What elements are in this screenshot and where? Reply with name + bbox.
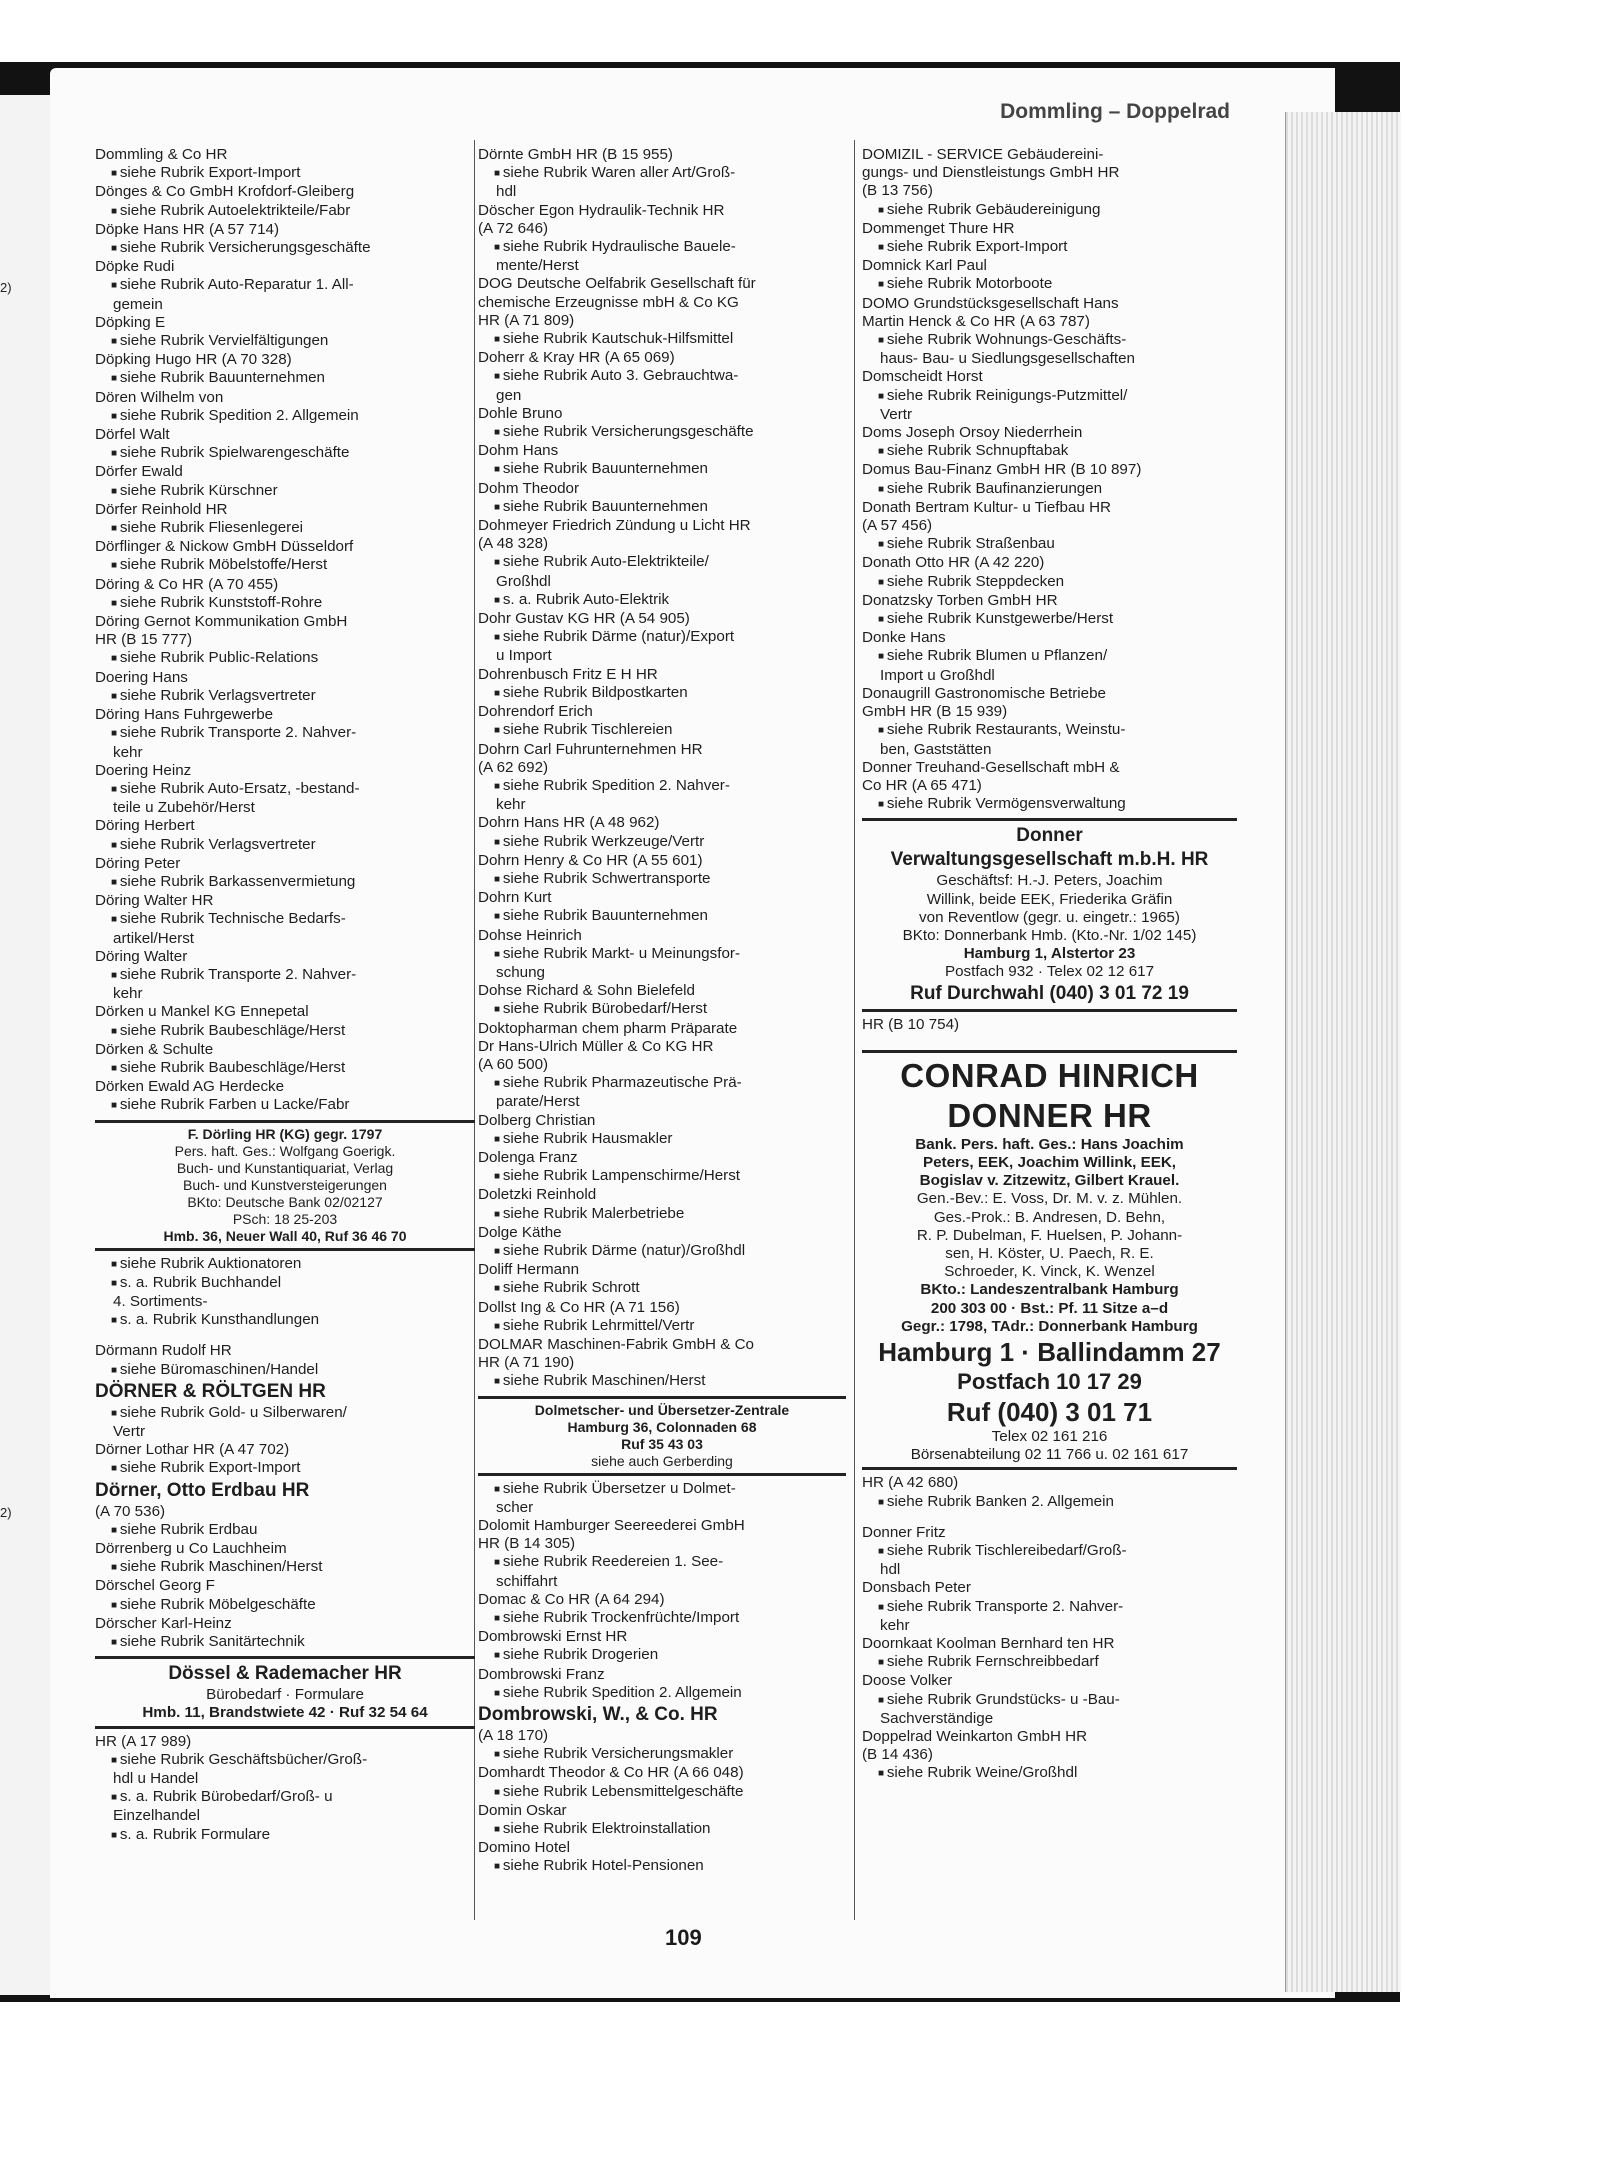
rubric-reference: ■ siehe Rubrik Reinigungs-Putzmittel/ Vertr [862, 387, 1237, 424]
rubric-reference: ■ siehe Rubrik Elektroinstallation [478, 1820, 846, 1839]
column-3 [862, 146, 1237, 1784]
rubric-reference: ■ siehe Rubrik Auktionatoren [95, 1255, 475, 1274]
rubric-reference: ■ siehe Rubrik Versicherungsmakler [478, 1745, 846, 1764]
listing-name: Dombrowski Ernst HR [478, 1628, 628, 1646]
ad-line: PSch: 18 25-203 [232, 1210, 338, 1227]
listing-name: Döring Walter [95, 947, 188, 965]
listing-name: Dohrendorf Erich [478, 703, 593, 721]
listing-name: Donatzsky Torben GmbH HR [862, 591, 1058, 609]
margin-mark: 2) [0, 280, 12, 295]
rubric-reference: ■ siehe Rubrik Übersetzer u Dolmet- scher [478, 1480, 846, 1517]
listing-name: Döpke Hans HR (A 57 714) [95, 220, 280, 238]
column-divider [854, 140, 855, 1920]
ad-line: Gen.-Bev.: E. Voss, Dr. M. v. z. Mühlen. [916, 1190, 1183, 1208]
rubric-reference: ■ siehe Rubrik Reedereien 1. See- schiffahrt [478, 1553, 846, 1590]
rubric-reference: ■ siehe Rubrik Drogerien [478, 1646, 846, 1665]
ad-line: Verwaltungsgesellschaft m.b.H. HR [890, 849, 1209, 871]
rubric-reference: ■ siehe Rubrik Pharmazeutische Prä- parate/Herst [478, 1074, 846, 1111]
ad-line: BKto: Donnerbank Hmb. (Kto.-Nr. 1/02 145) [902, 926, 1197, 944]
spacer [862, 1512, 1237, 1524]
rubric-reference: ■ siehe Rubrik Fliesenlegerei [95, 519, 475, 538]
listing-name: Döring Peter [95, 854, 181, 872]
listing-name: Doering Hans [95, 668, 188, 686]
listing-name: Doornkaat Koolman Bernhard ten HR [862, 1635, 1115, 1652]
page-header: Dommling – Doppelrad [1000, 100, 1230, 123]
rubric-reference: ■ siehe Rubrik Blumen u Pflanzen/ Import u Großhdl [862, 647, 1237, 684]
rubric-reference: ■ siehe Rubrik Auto-Ersatz, -bestand- teile u Zubehör/Herst [95, 780, 475, 817]
listing-name: Doktopharman chem pharm Präparate Dr Hans-Ulrich Müller & Co KG HR (A 60 500) [478, 1019, 738, 1073]
listing-name: Döring Gernot Kommunikation GmbH HR (B 15 777) [95, 613, 348, 649]
listing-name: Döpking E [95, 313, 166, 331]
rubric-reference: ■ siehe Rubrik Trockenfrüchte/Import [478, 1609, 846, 1628]
ad-line: 200 303 00 · Bst.: Pf. 11 Sitze a–d [930, 1299, 1169, 1317]
ad-line: Bogislav v. Zitzewitz, Gilbert Krauel. [919, 1172, 1180, 1190]
rubric-reference: ■ siehe Rubrik Kunststoff-Rohre [95, 594, 475, 613]
listing-name: (A 70 536) [95, 1502, 166, 1520]
listing-name: Domin Oskar [478, 1801, 567, 1819]
ad-line: BKto: Deutsche Bank 02/02127 [187, 1193, 383, 1210]
listing-name: Dohrenbusch Fritz E H HR [478, 665, 658, 683]
listing-name: Domnick Karl Paul [862, 257, 987, 275]
listing-name: Dohrn Hans HR (A 48 962) [478, 814, 660, 832]
listing-name: Dohrn Kurt [478, 889, 552, 907]
column-1 [95, 146, 475, 1845]
rubric-reference: ■ siehe Rubrik Kautschuk-Hilfsmittel [478, 330, 846, 349]
rubric-reference: ■ siehe Rubrik Verlagsvertreter [95, 836, 475, 855]
rubric-reference: ■ siehe Rubrik Auto 3. Gebrauchtwa- gen [478, 367, 846, 404]
listing-name: Dörfel Walt [95, 426, 170, 444]
listing-name: Dörschel Georg F [95, 1577, 215, 1595]
listing-name: Doering Heinz [95, 761, 192, 779]
listing-name: DOG Deutsche Oelfabrik Gesellschaft für chemische Erzeugnisse mbH & Co KG HR (A 71 809) [478, 275, 756, 329]
rubric-reference: ■ siehe Rubrik Baufinanzierungen [862, 480, 1237, 499]
listing-name: Donke Hans [862, 629, 946, 647]
rubric-reference: ■ s. a. Rubrik Bürobedarf/Groß- u Einzelhandel [95, 1788, 475, 1825]
listing-name: Dolomit Hamburger Seereederei GmbH HR (B 14 305) [478, 1517, 745, 1553]
rubric-reference: ■ siehe Rubrik Vervielfältigungen [95, 332, 475, 351]
listing-name: Donaugrill Gastronomische Betriebe GmbH HR (B 15 939) [862, 684, 1106, 721]
rubric-reference: ■ siehe Rubrik Vermögensverwaltung [862, 795, 1237, 814]
listing-name: Doletzki Reinhold [478, 1186, 597, 1204]
listing-name: Dörscher Karl-Heinz [95, 1614, 232, 1632]
ad-line: R. P. Dubelman, F. Huelsen, P. Johann- [916, 1226, 1183, 1244]
ad-line: Dössel & Rademacher HR [168, 1663, 402, 1685]
listing-name: Donner Treuhand-Gesellschaft mbH & Co HR (A 65 471) [862, 758, 1120, 794]
listing-name: Domino Hotel [478, 1839, 571, 1857]
ad-line: Hamburg 36, Colonnaden 68 [567, 1418, 757, 1435]
rubric-reference: ■ s. a. Rubrik Buchhandel 4. Sortiments- [95, 1274, 475, 1311]
listing-name: Donath Bertram Kultur- u Tiefbau HR (A 57 456) [862, 498, 1112, 535]
rubric-reference: ■ siehe Rubrik Auto-Reparatur 1. All- gemein [95, 276, 475, 313]
listing-name: Dörnte GmbH HR (B 15 955) [478, 146, 673, 163]
listing-name: (A 18 170) [478, 1727, 549, 1745]
rubric-reference: ■ siehe Rubrik Gold- u Silberwaren/ Vertr [95, 1404, 475, 1441]
listing-name: Doliff Hermann [478, 1261, 580, 1279]
ad-line: Hamburg 1, Alstertor 23 [963, 945, 1136, 963]
listing-name: Dohle Bruno [478, 404, 563, 422]
listing-name: Döscher Egon Hydraulik-Technik HR (A 72 646) [478, 201, 725, 237]
rubric-reference: ■ siehe Rubrik Malerbetriebe [478, 1205, 846, 1224]
rubric-reference: ■ siehe Rubrik Auto-Elektrikteile/ Großhdl [478, 553, 846, 590]
listing-name: Dohrn Henry & Co HR (A 55 601) [478, 851, 703, 869]
rubric-reference: ■ siehe Rubrik Möbelstoffe/Herst [95, 556, 475, 575]
ad-line: Postfach 10 17 29 [957, 1368, 1142, 1394]
listing-name: Dörner Lothar HR (A 47 702) [95, 1441, 290, 1459]
listing-name: Doms Joseph Orsoy Niederrhein [862, 424, 1083, 442]
listing-name: Dohr Gustav KG HR (A 54 905) [478, 610, 690, 628]
rubric-reference: ■ siehe Rubrik Waren aller Art/Groß- hdl [478, 164, 846, 201]
rubric-reference: ■ siehe Rubrik Lebensmittelgeschäfte [478, 1783, 846, 1802]
rubric-reference: ■ siehe Rubrik Restaurants, Weinstu- ben, Gaststätten [862, 721, 1237, 758]
margin-mark: 2) [0, 1505, 12, 1520]
book-page-edges [1285, 112, 1401, 1992]
rubric-reference: ■ siehe Rubrik Gebäudereinigung [862, 201, 1237, 220]
rubric-reference: ■ siehe Rubrik Erdbau [95, 1521, 475, 1540]
spacer [862, 1034, 1237, 1046]
rubric-reference: ■ siehe Rubrik Hausmakler [478, 1130, 846, 1149]
rubric-reference: ■ siehe Rubrik Technische Bedarfs- artikel/Herst [95, 910, 475, 947]
rubric-reference: ■ siehe Büromaschinen/Handel [95, 1361, 475, 1380]
rubric-reference: ■ siehe Rubrik Versicherungsgeschäfte [478, 423, 846, 442]
ad-line: Postfach 932 · Telex 02 12 617 [944, 963, 1155, 981]
listing-name: Döpke Rudi [95, 258, 175, 276]
ad-line: CONRAD HINRICH [900, 1056, 1199, 1094]
listing-name: Domac & Co HR (A 64 294) [478, 1590, 665, 1608]
column-2 [478, 146, 846, 1877]
spacer [95, 1330, 475, 1342]
rubric-reference: ■ siehe Rubrik Bildpostkarten [478, 684, 846, 703]
listing-name: Dörfer Reinhold HR [95, 500, 228, 518]
listing-name: Dolge Käthe [478, 1223, 562, 1241]
advertisement-box [862, 818, 1237, 1011]
rubric-reference: ■ siehe Rubrik Baubeschläge/Herst [95, 1059, 475, 1078]
listing-name: Dohm Theodor [478, 479, 580, 497]
rubric-reference: ■ siehe Rubrik Hotel-Pensionen [478, 1857, 846, 1876]
listing-name-bold: Dombrowski, W., & Co. HR [478, 1704, 718, 1726]
ad-line: Willink, beide EEK, Friederika Gräfin [926, 890, 1173, 908]
ad-line: Hamburg 1 · Ballindamm 27 [878, 1336, 1221, 1367]
listing-name-bold: DÖRNER & RÖLTGEN HR [95, 1380, 326, 1402]
listing-name: DOMIZIL - SERVICE Gebäudereini- gungs- und Dienstleistungs GmbH HR (B 13 756) [862, 146, 1120, 200]
ad-line: sen, H. Köster, U. Paech, R. E. [945, 1244, 1154, 1262]
listing-name: Doherr & Kray HR (A 65 069) [478, 349, 675, 367]
listing-name: Dommenget Thure HR [862, 219, 1015, 237]
listing-name: Döring Hans Fuhrgewerbe [95, 706, 274, 724]
ad-line: F. Dörling HR (KG) gegr. 1797 [187, 1125, 383, 1142]
rubric-reference: ■ siehe Rubrik Weine/Großhdl [862, 1764, 1237, 1783]
rubric-reference: ■ siehe Rubrik Geschäftsbücher/Groß- hdl u Handel [95, 1751, 475, 1788]
rubric-reference: ■ siehe Rubrik Maschinen/Herst [95, 1558, 475, 1577]
ad-line: Ruf 35 43 03 [621, 1435, 703, 1452]
rubric-reference: ■ siehe Rubrik Schwertransporte [478, 870, 846, 889]
ad-line: Hmb. 11, Brandstwiete 42 · Ruf 32 54 64 [142, 1704, 428, 1722]
ad-line: Bank. Pers. haft. Ges.: Hans Joachim [915, 1135, 1184, 1153]
listing-name: HR (B 10 754) [862, 1015, 960, 1033]
ad-line: Ruf (040) 3 01 71 [946, 1396, 1153, 1427]
listing-name: Dönges & Co GmbH Krofdorf-Gleiberg [95, 183, 355, 201]
rubric-reference: ■ siehe Rubrik Barkassenvermietung [95, 873, 475, 892]
rubric-reference: ■ siehe Rubrik Kürschner [95, 482, 475, 501]
listing-name: HR (A 17 989) [95, 1732, 192, 1750]
rubric-reference: ■ siehe Rubrik Markt- u Meinungsfor- schung [478, 945, 846, 982]
listing-name: Dohmeyer Friedrich Zündung u Licht HR (A 48 328) [478, 517, 751, 553]
listing-name: DOMO Grundstücksgesellschaft Hans Martin Henck & Co HR (A 63 787) [862, 294, 1119, 330]
listing-name: Dörrenberg u Co Lauchheim [95, 1540, 287, 1557]
rubric-reference: ■ siehe Rubrik Maschinen/Herst [478, 1372, 846, 1391]
rubric-reference: ■ siehe Rubrik Spedition 2. Allgemein [95, 407, 475, 426]
rubric-reference: ■ siehe Rubrik Schnupftabak [862, 442, 1237, 461]
rubric-reference: ■ siehe Rubrik Tischlereien [478, 721, 846, 740]
rubric-reference: ■ siehe Rubrik Bürobedarf/Herst [478, 1000, 846, 1019]
ad-line: BKto.: Landeszentralbank Hamburg [920, 1281, 1179, 1299]
ad-line: Geschäftsf: H.-J. Peters, Joachim [936, 872, 1163, 890]
listing-name: Dörken & Schulte [95, 1040, 214, 1058]
rubric-reference: ■ siehe Rubrik Kunstgewerbe/Herst [862, 610, 1237, 629]
rubric-reference: ■ siehe Rubrik Transporte 2. Nahver- kehr [95, 966, 475, 1003]
rubric-reference: ■ siehe Rubrik Werkzeuge/Vertr [478, 833, 846, 852]
ad-line: Gegr.: 1798, TAdr.: Donnerbank Hamburg [901, 1317, 1198, 1335]
listing-name: Domhardt Theodor & Co HR (A 66 048) [478, 1764, 744, 1782]
rubric-reference: ■ siehe Rubrik Motorboote [862, 275, 1237, 294]
rubric-reference: ■ siehe Rubrik Steppdecken [862, 573, 1237, 592]
rubric-reference: ■ siehe Rubrik Grundstücks- u -Bau- Sachverständige [862, 1691, 1237, 1728]
rubric-reference: ■ siehe Rubrik Bauunternehmen [478, 907, 846, 926]
rubric-reference: ■ s. a. Rubrik Formulare [95, 1826, 475, 1845]
ad-line: Schroeder, K. Vinck, K. Wenzel [944, 1263, 1155, 1281]
listing-name: Dollst Ing & Co HR (A 71 156) [478, 1298, 680, 1316]
listing-name: Dohse Heinrich [478, 926, 582, 944]
ad-line: Hmb. 36, Neuer Wall 40, Ruf 36 46 70 [163, 1227, 407, 1244]
listing-name: DOLMAR Maschinen-Fabrik GmbH & Co HR (A 71 190) [478, 1336, 754, 1372]
ad-line: Telex 02 161 216 [991, 1427, 1108, 1445]
listing-name: Dören Wilhelm von [95, 388, 224, 406]
rubric-reference: ■ siehe Rubrik Baubeschläge/Herst [95, 1022, 475, 1041]
listing-name: Dörken Ewald AG Herdecke [95, 1078, 285, 1096]
rubric-reference: ■ siehe Rubrik Export-Import [862, 238, 1237, 257]
ad-line: Buch- und Kunstantiquariat, Verlag [176, 1159, 394, 1176]
rubric-reference: ■ siehe Rubrik Bauunternehmen [95, 369, 475, 388]
listing-name: Dohm Hans [478, 442, 559, 460]
rubric-reference: ■ siehe Rubrik Spielwarengeschäfte [95, 444, 475, 463]
rubric-reference: ■ siehe Rubrik Lampenschirme/Herst [478, 1167, 846, 1186]
ad-line: Ges.-Prok.: B. Andresen, D. Behn, [933, 1208, 1166, 1226]
rubric-reference: ■ siehe Rubrik Fernschreibbedarf [862, 1653, 1237, 1672]
ad-line: Peters, EEK, Joachim Willink, EEK, [922, 1153, 1177, 1171]
listing-name: Domus Bau-Finanz GmbH HR (B 10 897) [862, 461, 1142, 479]
rubric-reference: ■ siehe Rubrik Versicherungsgeschäfte [95, 239, 475, 258]
listing-name: Dombrowski Franz [478, 1665, 605, 1683]
listing-name: Döpking Hugo HR (A 70 328) [95, 351, 292, 369]
listing-name: Doose Volker [862, 1672, 953, 1690]
listing-name: Dolenga Franz [478, 1148, 578, 1166]
listing-name: Doppelrad Weinkarton GmbH HR (B 14 436) [862, 1728, 1088, 1764]
listing-name: Donner Fritz [862, 1523, 946, 1541]
rubric-reference: ■ siehe Rubrik Verlagsvertreter [95, 687, 475, 706]
rubric-reference: ■ siehe Rubrik Därme (natur)/Export u Import [478, 628, 846, 665]
advertisement-box [862, 1050, 1237, 1471]
rubric-reference: ■ siehe Rubrik Möbelgeschäfte [95, 1596, 475, 1615]
listing-name: Döring & Co HR (A 70 455) [95, 575, 279, 593]
listing-name: HR (A 42 680) [862, 1474, 959, 1492]
rubric-reference: ■ siehe Rubrik Spedition 2. Allgemein [478, 1684, 846, 1703]
rubric-reference: ■ siehe Rubrik Lehrmittel/Vertr [478, 1317, 846, 1336]
advertisement-box [95, 1656, 475, 1728]
rubric-reference: ■ siehe Rubrik Sanitärtechnik [95, 1633, 475, 1652]
rubric-reference: ■ siehe Rubrik Public-Relations [95, 649, 475, 668]
listing-name: Dörflinger & Nickow GmbH Düsseldorf [95, 538, 354, 556]
previous-page-edge [0, 95, 57, 1995]
listing-name: Donath Otto HR (A 42 220) [862, 554, 1045, 572]
ad-line: Dolmetscher- und Übersetzer-Zentrale [534, 1401, 790, 1418]
listing-name: Dohrn Carl Fuhrunternehmen HR (A 62 692) [478, 740, 703, 776]
listing-name: Dörken u Mankel KG Ennepetal [95, 1003, 309, 1021]
rubric-reference: ■ s. a. Rubrik Auto-Elektrik [478, 591, 846, 610]
rubric-reference: ■ siehe Rubrik Bauunternehmen [478, 498, 846, 517]
listing-name: Dohse Richard & Sohn Bielefeld [478, 982, 695, 1000]
rubric-reference: ■ siehe Rubrik Schrott [478, 1279, 846, 1298]
rubric-reference: ■ s. a. Rubrik Kunsthandlungen [95, 1311, 475, 1330]
listing-name: Döring Herbert [95, 817, 195, 835]
rubric-reference: ■ siehe Rubrik Spedition 2. Nahver- kehr [478, 777, 846, 814]
listing-name: Döring Walter HR [95, 892, 214, 910]
ad-line: Buch- und Kunstversteigerungen [183, 1176, 387, 1193]
listing-name: Domscheidt Horst [862, 368, 983, 386]
rubric-reference: ■ siehe Rubrik Autoelektrikteile/Fabr [95, 202, 475, 221]
listing-name-bold: Dörner, Otto Erdbau HR [95, 1479, 310, 1501]
advertisement-box [95, 1120, 475, 1251]
listing-name: Dörfer Ewald [95, 463, 183, 481]
rubric-reference: ■ siehe Rubrik Wohnungs-Geschäfts- haus- Bau- u Siedlungsgesellschaften [862, 331, 1237, 368]
ad-line: Ruf Durchwahl (040) 3 01 72 19 [910, 982, 1189, 1004]
rubric-reference: ■ siehe Rubrik Banken 2. Allgemein [862, 1493, 1237, 1512]
listing-name: Dolberg Christian [478, 1111, 596, 1129]
rubric-reference: ■ siehe Rubrik Export-Import [95, 1459, 475, 1478]
rubric-reference: ■ siehe Rubrik Farben u Lacke/Fabr [95, 1096, 475, 1115]
rubric-reference: ■ siehe Rubrik Transporte 2. Nahver- kehr [95, 724, 475, 761]
rubric-reference: ■ siehe Rubrik Hydraulische Bauele- mente/Herst [478, 238, 846, 275]
advertisement-box [478, 1396, 846, 1476]
listing-name: Dommling & Co HR [95, 146, 228, 163]
listing-name: Dörmann Rudolf HR [95, 1342, 232, 1360]
ad-line: DONNER HR [947, 1096, 1152, 1134]
ad-line: von Reventlow (gegr. u. eingetr.: 1965) [919, 908, 1180, 926]
ad-line: Pers. haft. Ges.: Wolfgang Goerigk. [174, 1142, 396, 1159]
ad-line: Bürobedarf · Formulare [206, 1686, 364, 1704]
ad-line: siehe auch Gerberding [591, 1452, 733, 1469]
rubric-reference: ■ siehe Rubrik Tischlereibedarf/Groß- hdl [862, 1542, 1237, 1579]
page-number: 109 [665, 1925, 702, 1950]
ad-line: Börsenabteilung 02 11 766 u. 02 161 617 [910, 1446, 1189, 1464]
rubric-reference: ■ siehe Rubrik Export-Import [95, 164, 475, 183]
ad-line: Donner [1016, 825, 1083, 847]
rubric-reference: ■ siehe Rubrik Transporte 2. Nahver- kehr [862, 1598, 1237, 1635]
rubric-reference: ■ siehe Rubrik Bauunternehmen [478, 460, 846, 479]
rubric-reference: ■ siehe Rubrik Därme (natur)/Großhdl [478, 1242, 846, 1261]
rubric-reference: ■ siehe Rubrik Straßenbau [862, 535, 1237, 554]
listing-name: Donsbach Peter [862, 1579, 971, 1597]
